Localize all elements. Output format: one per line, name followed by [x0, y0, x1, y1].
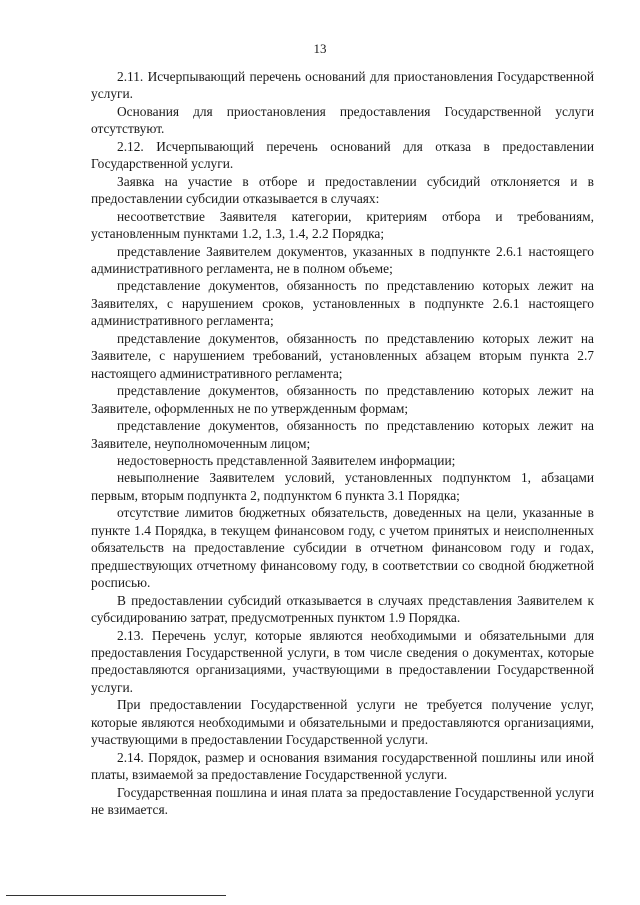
section-2-12-heading: 2.12. Исчерпывающий перечень оснований для отказа в предоставлении Государственной услуги.	[91, 138, 594, 172]
list-item: представление документов, обязанность по представлению которых лежит на Заявителе, неуполномоченным лицом;	[91, 418, 594, 451]
footer-divider	[6, 895, 226, 896]
list-item: невыполнение Заявителем условий, установленных подпунктом 1, абзацами первым, вторым подпункта 2, подпунктом 6 пункта 3.1 Порядка;	[91, 470, 594, 503]
list-item: несоответствие Заявителя категории, критериям отбора и требованиям, установленным пунктами 1.2, 1.3, 1.4, 2.2 Порядка;	[91, 208, 594, 242]
paragraph: При предоставлении Государственной услуги не требуется получение услуг, которые являются необходимыми и обязательными и предоставляются организациями, участвующими в предоставлении Государственной услуги.	[91, 697, 594, 748]
list-item: отсутствие лимитов бюджетных обязательств, доведенных на цели, указанные в пункте 1.4 Порядка, в текущем финансовом году, с учетом принятых и неисполненных обязательств на предоставление субсидии в отчетном финансовом году и годах, предшествующих отчетному финансовому году, в соответствии со сводной бюджетной росписью.	[91, 505, 594, 591]
section-2-11-heading: 2.11. Исчерпывающий перечень оснований для приостановления Государственной услуги.	[91, 69, 594, 102]
section-2-13-heading: 2.13. Перечень услуг, которые являются необходимыми и обязательными для предоставления Государственной услуги, в том числе сведения о документах, которые предоставляются организациями, участвующими в предоставлении Государственной услуги.	[91, 627, 594, 695]
section-2-14-heading: 2.14. Порядок, размер и основания взимания государственной пошлины или иной платы, взимаемой за предоставление Государственной услуги.	[91, 749, 594, 783]
page-number: 13	[313, 41, 327, 56]
list-item: недостоверность представленной Заявителем информации;	[117, 452, 456, 468]
document-body	[91, 68, 594, 818]
paragraph: В предоставлении субсидий отказывается в случаях представления Заявителем к субсидированию затрат, предусмотренных пунктом 1.9 Порядка.	[91, 592, 594, 626]
paragraph: Государственная пошлина и иная плата за предоставление Государственной услуги не взимается.	[91, 784, 594, 818]
list-item: представление документов, обязанность по представлению которых лежит на Заявителе, с нарушением требований, установленных абзацем вторым пункта 2.7 настоящего административного регламента;	[91, 330, 594, 381]
paragraph: Основания для приостановления предоставления Государственной услуги отсутствуют.	[91, 103, 594, 137]
list-item: представление Заявителем документов, указанных в подпункте 2.6.1 настоящего административного регламента, не в полном объеме;	[91, 243, 594, 276]
paragraph: Заявка на участие в отборе и предоставлении субсидий отклоняется и в предоставлении субсидии отказывается в случаях:	[91, 173, 594, 207]
list-item: представление документов, обязанность по представлению которых лежит на Заявителях, с нарушением сроков, установленных в подпункте 2.6.1 настоящего административного регламента;	[91, 278, 594, 329]
list-item: представление документов, обязанность по представлению которых лежит на Заявителе, оформленных не по утвержденным формам;	[91, 383, 594, 416]
